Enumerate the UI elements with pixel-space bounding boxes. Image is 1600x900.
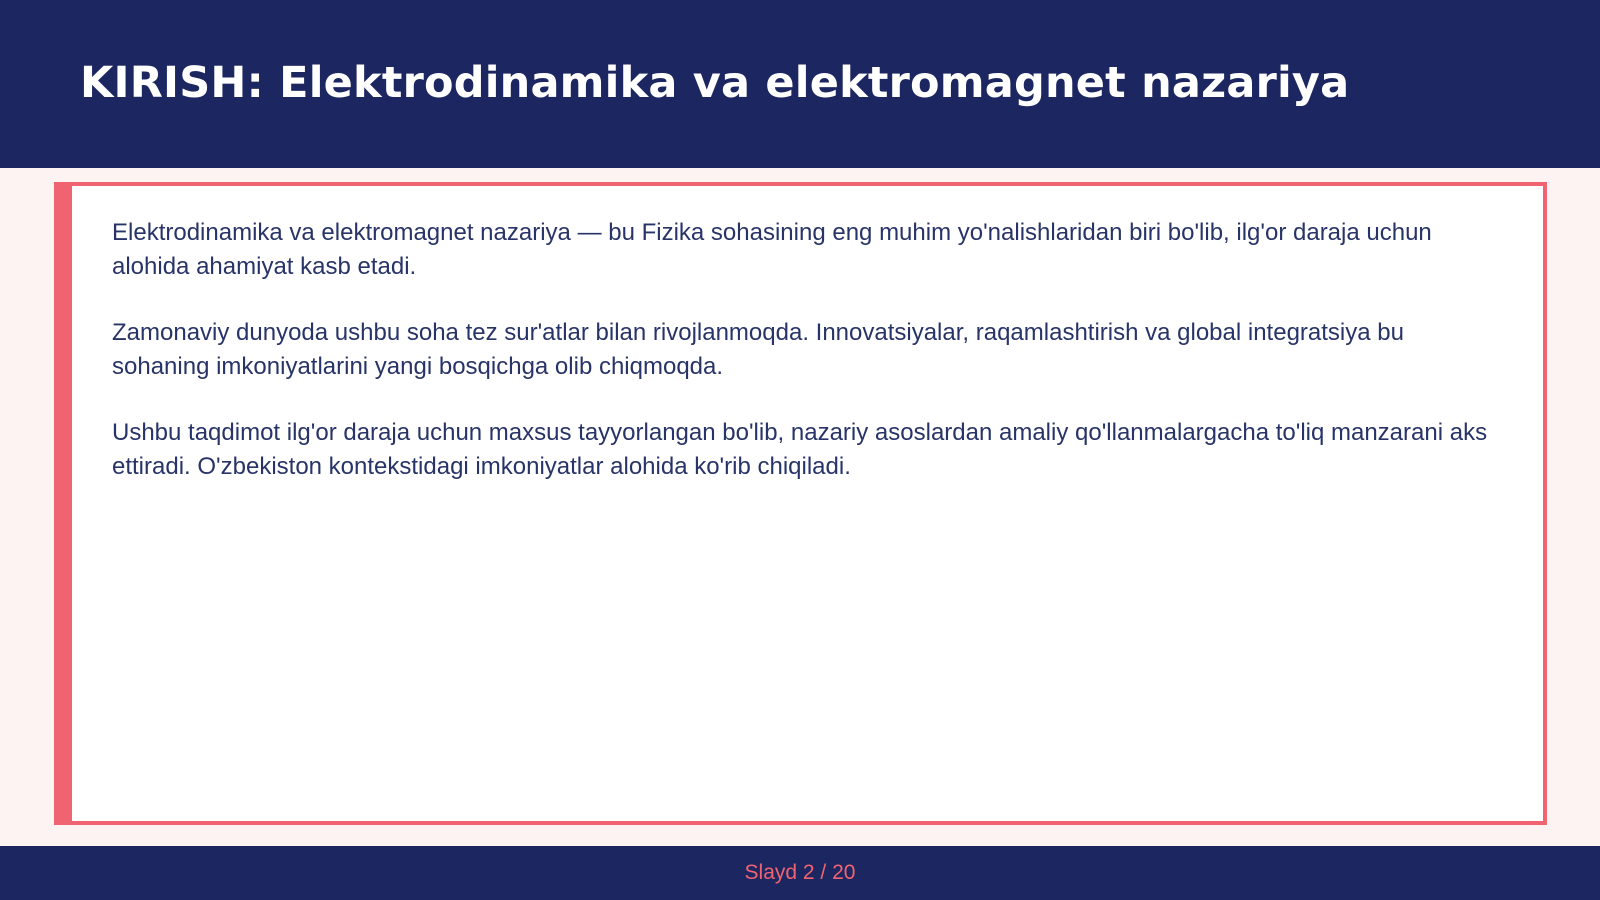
paragraph-modern-world: Zamonaviy dunyoda ushbu soha tez sur'atlar bilan rivojlanmoqda. Innovatsiyalar, raqamlashtirish va global integratsiya bu sohaning imkoniyatlarini yangi bosqichga olib chiqmoqda. bbox=[112, 319, 1404, 380]
content-panel bbox=[54, 182, 1547, 825]
slide-number: Slayd 2 / 20 bbox=[744, 861, 856, 884]
slide-footer bbox=[0, 846, 1600, 900]
slide-header bbox=[0, 0, 1600, 168]
paragraph-presentation-scope: Ushbu taqdimot ilg'or daraja uchun maxsus tayyorlangan bo'lib, nazariy asoslardan amaliy qo'llanmalargacha to'liq manzarani aks ettiradi. O'zbekiston kontekstidagi imkoniyatlar alohida ko'rib chiqiladi. bbox=[112, 419, 1488, 480]
paragraph-intro: Elektrodinamika va elektromagnet nazariya — bu Fizika sohasining eng muhim yo'nalishlaridan biri bo'lib, ilg'or daraja uchun alohida ahamiyat kasb etadi. bbox=[112, 219, 1432, 280]
slide-title: KIRISH: Elektrodinamika va elektromagnet nazariya bbox=[80, 58, 1350, 108]
